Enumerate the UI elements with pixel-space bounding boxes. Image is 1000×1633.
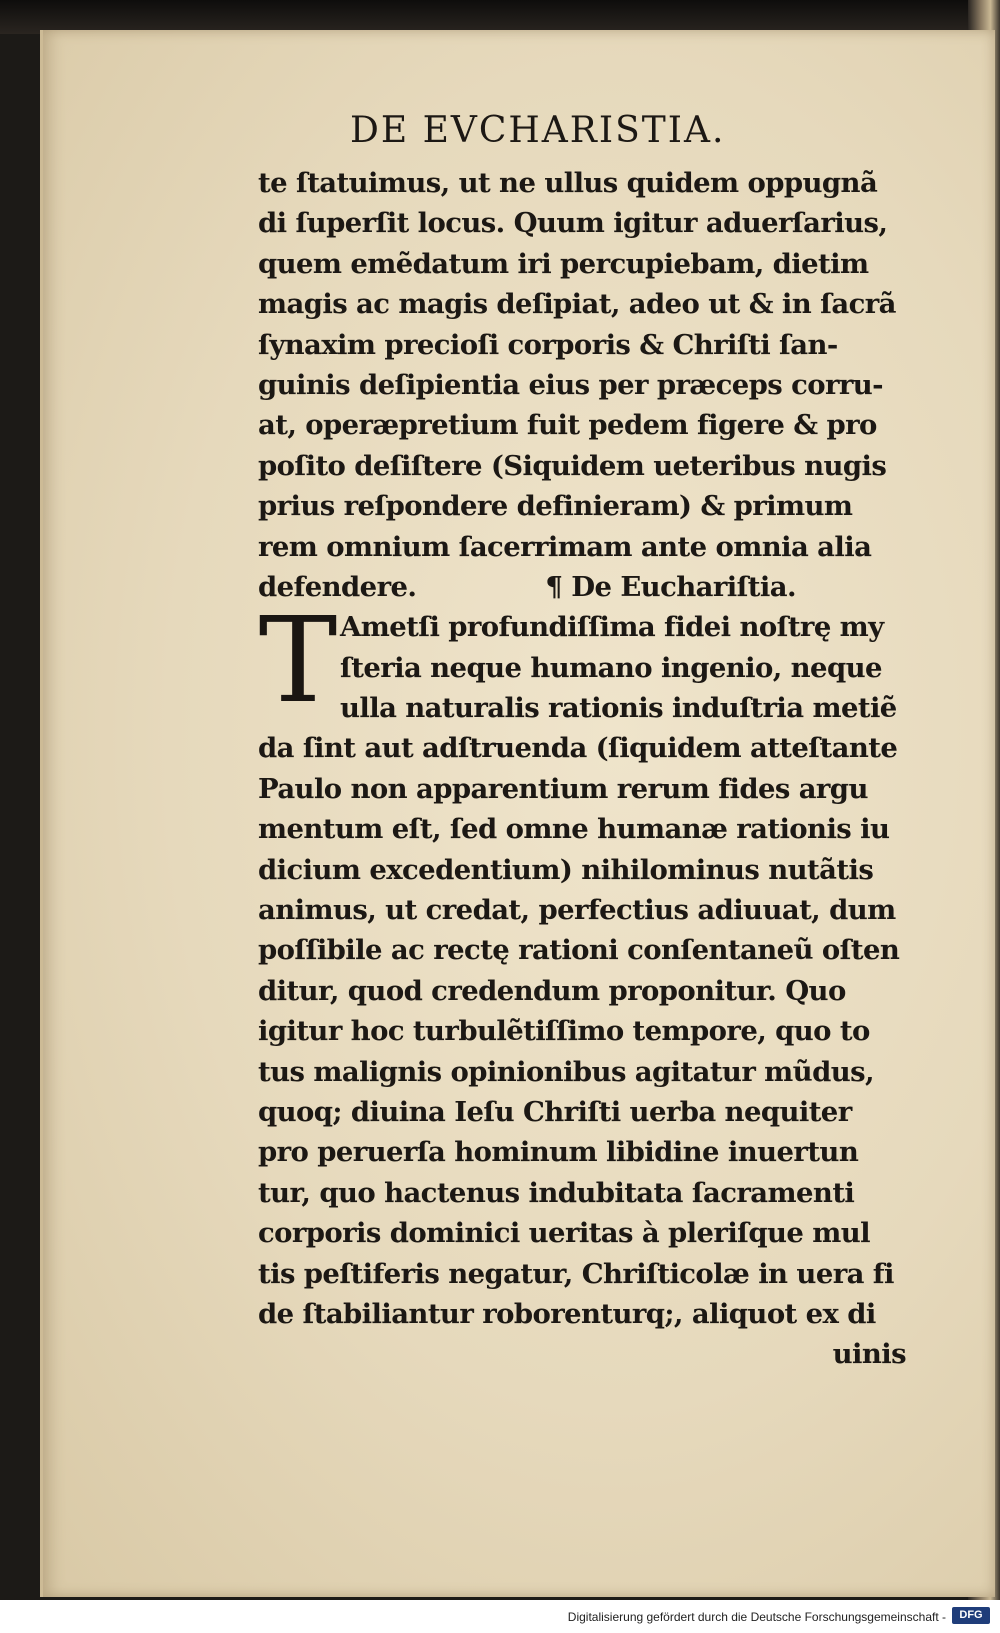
text-line: de ſtabiliantur roborenturq;, aliquot ex di: [258, 1297, 876, 1330]
text-line: ſteria neque humano ingenio, neque: [340, 651, 882, 684]
text-line: tis peſtiferis negatur, Chriſticolæ in uera fi: [258, 1257, 894, 1290]
text-line: poſito deſiſtere (Siquidem ueteribus nugis: [258, 449, 887, 482]
text-line: ulla naturalis rationis induſtria metiẽ: [340, 692, 897, 725]
text-line: pro peruerſa hominum libidine inuertun: [258, 1136, 859, 1169]
text-line: ſynaxim precioſi corporis & Chriſti ſan‐: [258, 328, 838, 361]
text-line: tus malignis opinionibus agitatur mũdus,: [258, 1055, 874, 1088]
drop-capital: T: [258, 591, 338, 729]
text-line: mentum eſt, ſed omne humanæ rationis iu: [258, 813, 890, 846]
text-line: prius reſpondere definieram) & primum: [258, 490, 853, 523]
text-line: quoq; diuina Ieſu Chriſti uerba nequiter: [258, 1095, 852, 1128]
section-heading-line: [258, 567, 918, 607]
text-line: magis ac magis deſipiat, adeo ut & in ſacrã: [258, 288, 896, 321]
text-line: poſſibile ac rectę rationi conſentaneũ oſten: [258, 934, 900, 967]
text-line: dicium excedentium) nihilominus nutãtis: [258, 853, 874, 886]
text-line: tur, quo hactenus indubitata ſacramenti: [258, 1176, 855, 1209]
text-line-end: defendere.: [258, 570, 417, 603]
text-line: rem omnium ſacerrimam ante omnia alia: [258, 530, 872, 563]
running-head: DE EVCHARISTIA.: [350, 110, 726, 151]
catchword: uinis: [832, 1338, 906, 1371]
text-line: at, operæpretium fuit pedem figere & pro: [258, 409, 877, 442]
text-line: Paulo non apparentium rerum fides argu: [258, 772, 868, 805]
dfg-logo: DFG: [952, 1607, 990, 1624]
text-line: da ſint aut adſtruenda (ſiquidem atteſtante: [258, 732, 898, 765]
scan-top-edge: [0, 0, 1000, 34]
text-line: di ſuperſit locus. Quum igitur aduerſarius,: [258, 207, 888, 240]
body-text: [258, 163, 918, 1375]
text-line: igitur hoc turbulẽtiſſimo tempore, quo to: [258, 1015, 870, 1048]
text-line: ditur, quod credendum proponitur. Quo: [258, 974, 846, 1007]
text-line: corporis dominici ueritas à pleriſque mul: [258, 1217, 871, 1250]
text-line: animus, ut credat, perfectius adiuuat, dum: [258, 894, 896, 927]
text-line: te ſtatuimus, ut ne ullus quidem oppugnã: [258, 167, 878, 199]
text-line: quem emẽdatum iri percupiebam, dietim: [258, 247, 869, 280]
text-line: guinis deſipientia eius per præceps corru‐: [258, 368, 883, 401]
funding-credit: Digitalisierung gefördert durch die Deutsche Forschungsgemeinschaft -: [567, 1610, 946, 1624]
text-line: Ametſi profundiſſima fidei noſtrę my: [340, 611, 884, 644]
section-title: ¶ De Euchariſtia.: [545, 570, 796, 603]
